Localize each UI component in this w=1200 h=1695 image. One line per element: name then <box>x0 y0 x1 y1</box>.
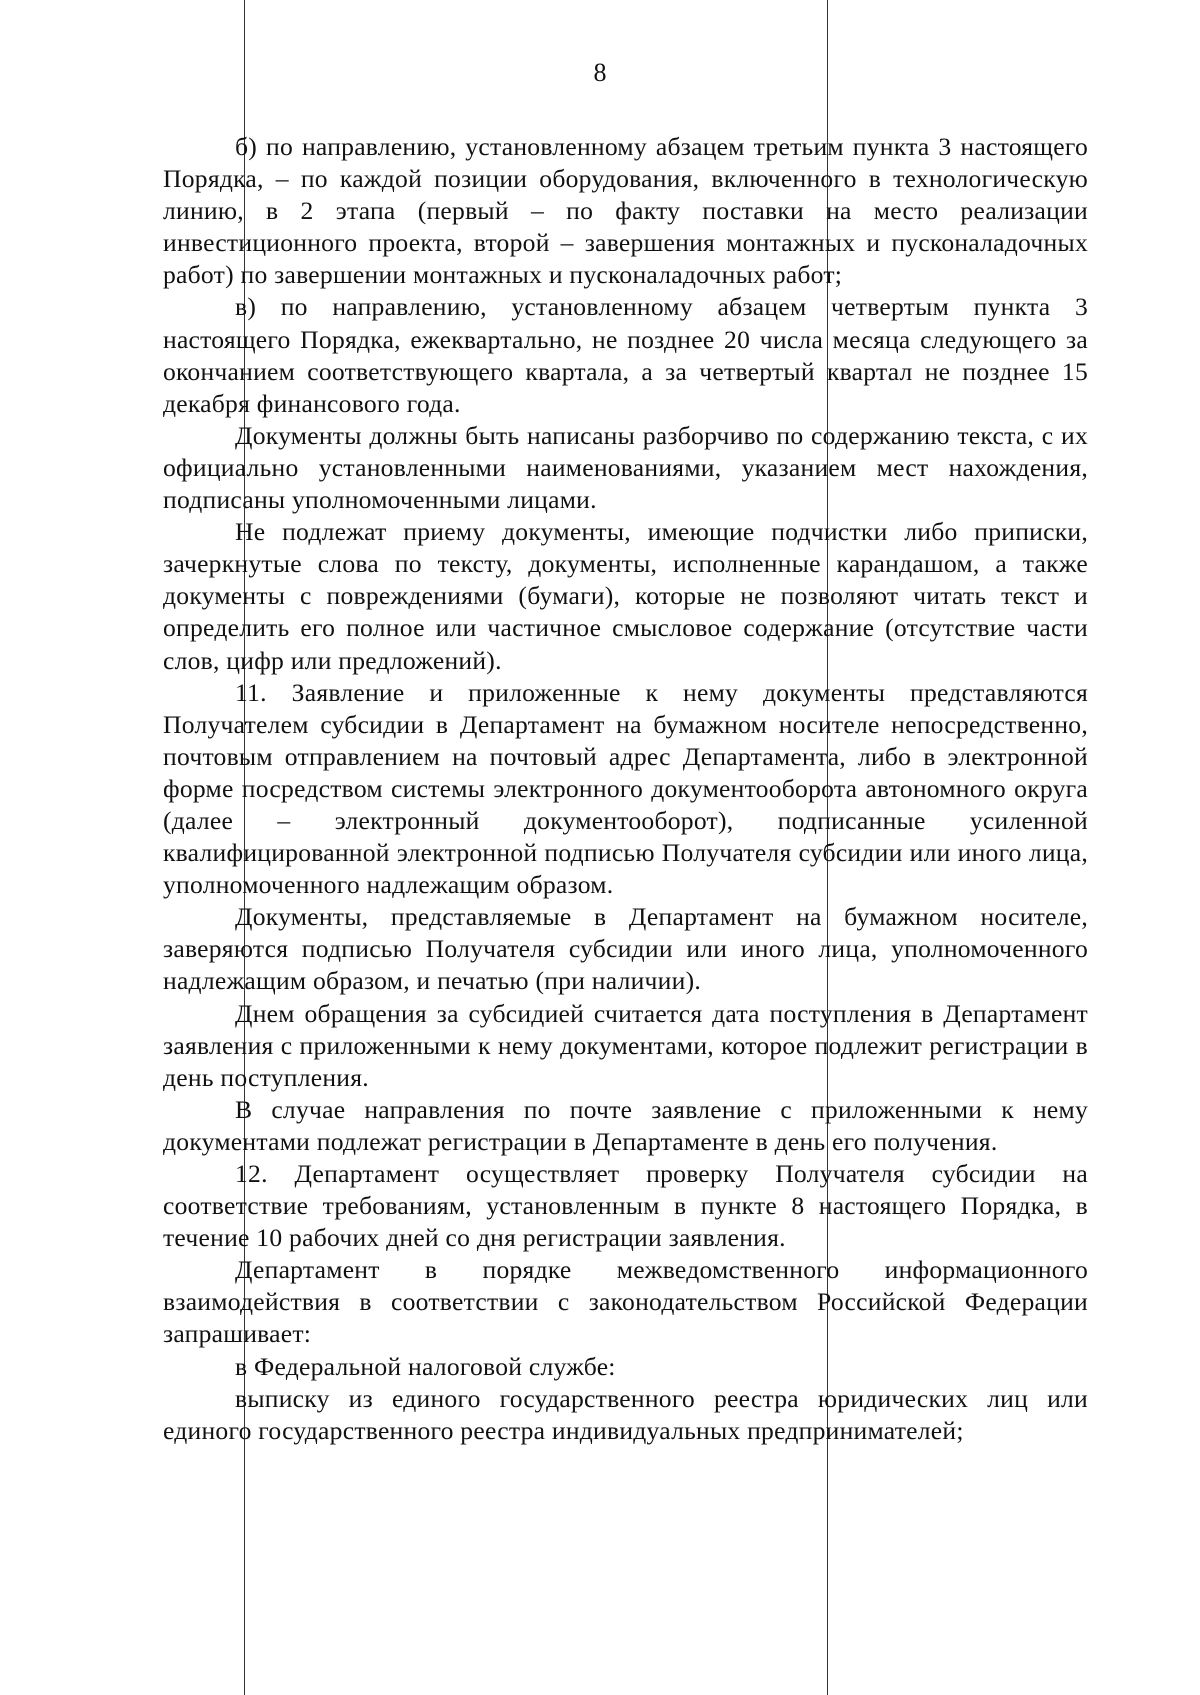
paragraph-rejection-rules: Не подлежат приему документы, имеющие подчистки либо приписки, зачеркнутые слова по тексту, документы, исполненные карандашом, а также документы с повреждениями (бумаги), которые не позволяют читать текст и определить его полное или частичное смысловое содержание (отсутствие части слов, цифр или предложений). <box>163 517 1088 675</box>
paragraph-postal-registration: В случае направления по почте заявление с приложенными к нему документами подлежат регистрации в Департаменте в день его получения. <box>163 1094 1088 1156</box>
paragraph-clause-12: 12. Департамент осуществляет проверку Получателя субсидии на соответствие требованиям, установленным в пункте 8 настоящего Порядка, в течение 10 рабочих дней со дня регистрации заявления. <box>163 1159 1088 1253</box>
paragraph-clause-11: 11. Заявление и приложенные к нему документы представляются Получателем субсидии в Департамент на бумажном носителе непосредственно, почтовым отправлением на почтовый адрес Департамента, либо в электронной форме посредством системы электронного документооборота автономного округа (далее – электронный документооборот), подписанные усиленной квалифицированной электронной подписью Получателя субсидии или иного лица, уполномоченного надлежащим образом. <box>163 677 1088 900</box>
paragraph-documents-requirements: Документы должны быть написаны разборчиво по содержанию текста, с их официально установленными наименованиями, указанием мест нахождения, подписаны уполномоченными лицами. <box>163 420 1088 515</box>
paragraph-registry-extract: выписку из единого государственного реестра юридических лиц или единого государственного реестра индивидуальных предпринимателей; <box>163 1383 1088 1445</box>
paragraph-application-date: Днем обращения за субсидией считается дата поступления в Департамент заявления с приложенными к нему документами, которое подлежит регистрации в день поступления. <box>163 998 1088 1092</box>
paragraph-interagency-request: Департамент в порядке межведомственного информационного взаимодействия в соответствии с законодательством Российской Федерации запрашивает: <box>163 1255 1088 1349</box>
page-number: 8 <box>593 58 607 87</box>
paragraph-tax-service: в Федеральной налоговой службе: <box>235 1351 616 1381</box>
document-body <box>163 131 1088 1447</box>
paragraph-paper-documents: Документы, представляемые в Департамент на бумажном носителе, заверяются подписью Получателя субсидии или иного лица, уполномоченного надлежащим образом, и печатью (при наличии). <box>163 902 1088 996</box>
paragraph-item-b: б) по направлению, установленному абзацем третьим пункта 3 настоящего Порядка, – по каждой позиции оборудования, включенного в технологическую линию, в 2 этапа (первый – по факту поставки на место реализации инвестиционного проекта, второй – завершения монтажных и пусконаладочных работ) по завершении монтажных и пусконаладочных работ; <box>163 132 1088 290</box>
paragraph-item-v: в) по направлению, установленному абзацем четвертым пункта 3 настоящего Порядка, ежеквартально, не позднее 20 числа месяца следующего за окончанием соответствующего квартала, а за четвертый квартал не позднее 15 декабря финансового года. <box>163 292 1088 418</box>
